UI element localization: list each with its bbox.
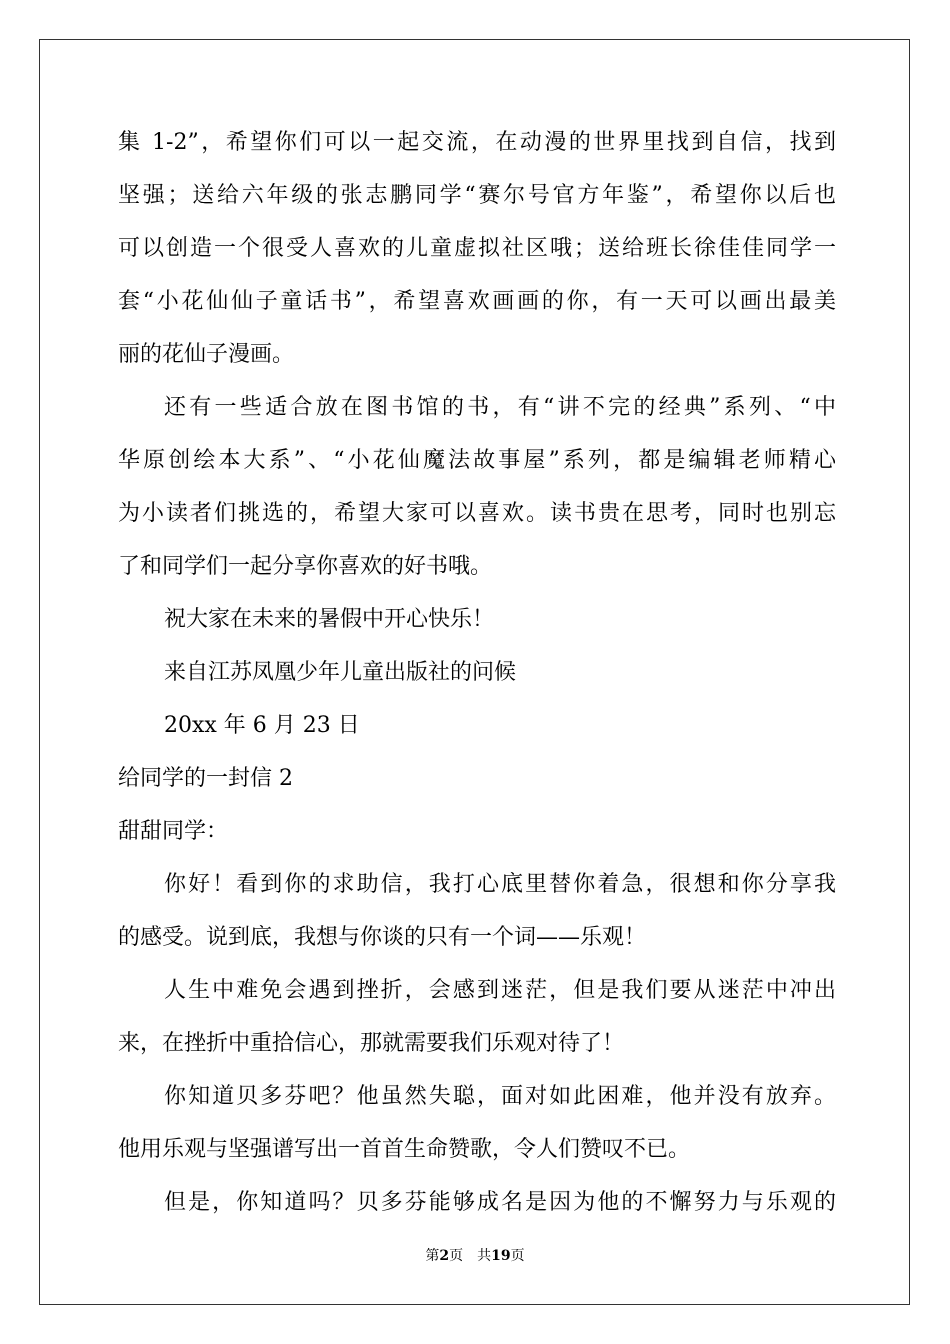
paragraph-line: 可以创造一个很受人喜欢的儿童虚拟社区哦；送给班长徐佳佳同学一 xyxy=(118,236,836,261)
sender-signature: 来自江苏凤凰少年儿童出版社的问候 xyxy=(164,660,517,685)
paragraph-line: 还有一些适合放在图书馆的书，有“讲不完的经典”系列、“中 xyxy=(164,395,836,420)
paragraph-line: 坚强；送给六年级的张志鹏同学“赛尔号官方年鉴”，希望你以后也 xyxy=(118,183,836,208)
closing-wish: 祝大家在未来的暑假中开心快乐！ xyxy=(164,607,495,632)
salutation: 甜甜同学： xyxy=(118,819,229,844)
paragraph-line: 他用乐观与坚强谱写出一首首生命赞歌，令人们赞叹不已。 xyxy=(118,1137,691,1162)
total-page-number: 19 xyxy=(491,1248,511,1264)
paragraph-line: 华原创绘本大系”、“小花仙魔法故事屋”系列，都是编辑老师精心 xyxy=(118,448,836,473)
footer-suffix: 页 xyxy=(510,1248,525,1264)
paragraph-line: 套“小花仙仙子童话书”，希望喜欢画画的你，有一天可以画出最美 xyxy=(118,289,836,314)
paragraph-line: 丽的花仙子漫画。 xyxy=(118,342,295,367)
section-title: 给同学的一封信 2 xyxy=(118,766,293,791)
paragraph-line: 为小读者们挑选的，希望大家可以喜欢。读书贵在思考，同时也别忘 xyxy=(118,501,836,526)
letter-date: 20xx 年 6 月 23 日 xyxy=(164,713,360,738)
paragraph-line: 来，在挫折中重拾信心，那就需要我们乐观对待了！ xyxy=(118,1031,625,1056)
footer-prefix: 第 xyxy=(425,1248,440,1264)
footer-mid: 页 共 xyxy=(449,1248,492,1264)
current-page-number: 2 xyxy=(439,1248,450,1264)
paragraph-line: 集 1-2”，希望你们可以一起交流，在动漫的世界里找到自信，找到 xyxy=(118,130,836,155)
paragraph-line: 你好！看到你的求助信，我打心底里替你着急，很想和你分享我 xyxy=(164,872,836,897)
paragraph-line: 的感受。说到底，我想与你谈的只有一个词——乐观！ xyxy=(118,925,647,950)
paragraph-line: 了和同学们一起分享你喜欢的好书哦。 xyxy=(118,554,493,579)
paragraph-line: 人生中难免会遇到挫折，会感到迷茫，但是我们要从迷茫中冲出 xyxy=(164,978,836,1003)
paragraph-line: 但是，你知道吗？贝多芬能够成名是因为他的不懈努力与乐观的 xyxy=(164,1190,836,1215)
paragraph-line: 你知道贝多芬吧？他虽然失聪，面对如此困难，他并没有放弃。 xyxy=(164,1084,836,1109)
page-footer xyxy=(0,1246,950,1266)
